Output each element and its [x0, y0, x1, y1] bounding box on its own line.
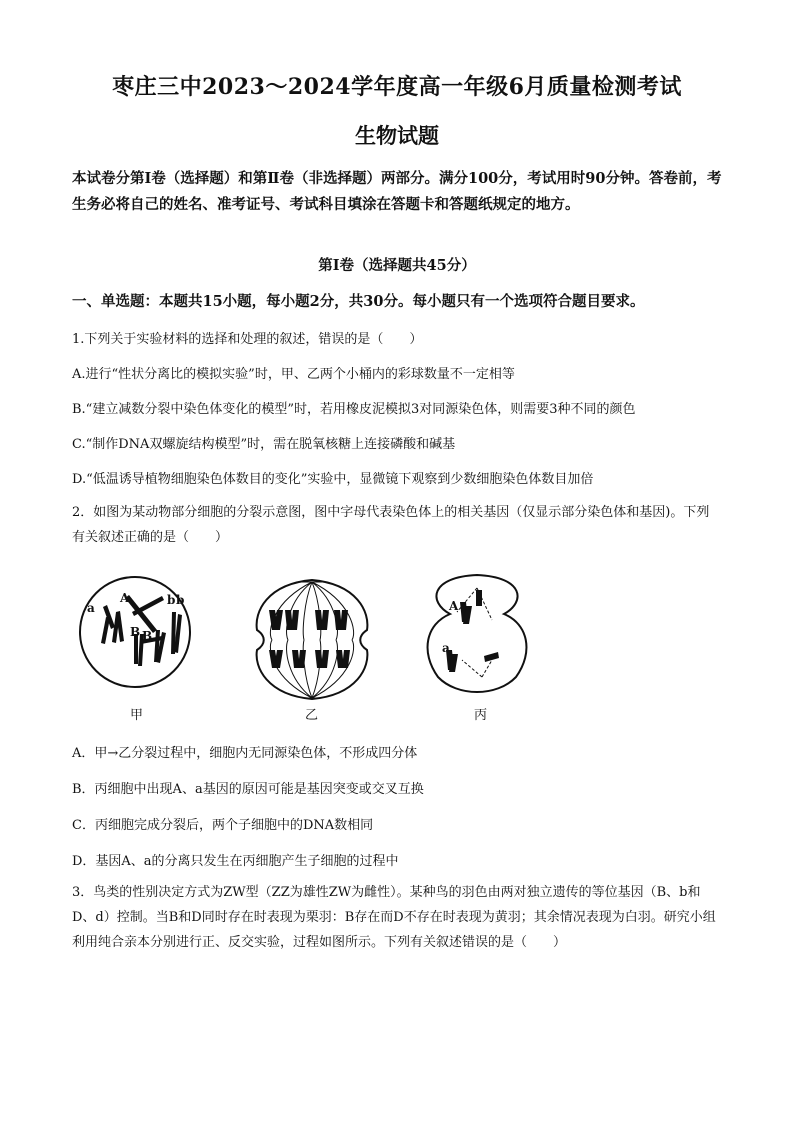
- cell-diagrams: [72, 572, 532, 722]
- q2-option-c: C．丙细胞完成分裂后，两个子细胞中的DNA数相同: [72, 818, 374, 833]
- figure-label-bing: 丙: [474, 708, 488, 723]
- q3-stem: 3．鸟类的性别决定方式为ZW型（ZZ为雄性ZW为雌性）。某种鸟的羽色由两对独立遗传的等位基因（B、b和D、d）控制。当B和D同时存在时表现为栗羽：B存在而D不存在时表现为黄羽；其余情况表现为白羽。研究小组利用纯合亲本分别进行正、反交实验，过程如图所示。下列有关叙述错误的是（ ）: [72, 885, 716, 950]
- cell-yi-membrane: [257, 580, 368, 699]
- q1-option-b: B.“建立减数分裂中染色体变化的模型”时，若用橡皮泥模拟3对同源染色体，则需要3种不同的颜色: [72, 402, 636, 417]
- section-instruction: 一、单选题：本题共15小题，每小题2分，共30分。每小题只有一个选项符合题目要求。: [72, 293, 645, 310]
- figure-label-jia: 甲: [130, 708, 144, 723]
- q2-stem: 2．如图为某动物部分细胞的分裂示意图，图中字母代表染色体上的相关基因（仅显示部分染色体和基因)。下列有关叙述正确的是（ ）: [72, 505, 710, 545]
- q1-option-d: D.“低温诱导植物细胞染色体数目的变化”实验中，显微镜下观察到少数细胞染色体数目加倍: [72, 472, 594, 487]
- gene-label: B: [142, 629, 153, 643]
- q1-stem: 1.下列关于实验材料的选择和处理的叙述，错误的是（ ）: [72, 332, 423, 347]
- cell-division-figure: [72, 572, 532, 722]
- gene-label: b: [176, 593, 185, 607]
- q1-option-a: A.进行“性状分离比的模拟实验”时，甲、乙两个小桶内的彩球数量不一定相等: [72, 367, 515, 382]
- gene-label: a: [87, 601, 95, 615]
- gene-label: a: [442, 641, 450, 655]
- gene-label: B: [130, 625, 141, 639]
- subject-title: 生物试题: [355, 123, 439, 148]
- exam-title: 枣庄三中2023～2024学年度高一年级6月质量检测考试: [112, 74, 682, 100]
- q2-option-a: A．甲→乙分裂过程中，细胞内无同源染色体，不形成四分体: [72, 746, 418, 761]
- section-title: 第Ⅰ卷（选择题共45分）: [318, 257, 476, 274]
- figure-label-yi: 乙: [305, 708, 319, 723]
- gene-label: A: [449, 599, 459, 613]
- q2-option-b: B．丙细胞中出现A、a基因的原因可能是基因突变或交叉互换: [72, 782, 424, 797]
- q1-option-c: C.“制作DNA双螺旋结构模型”时，需在脱氧核糖上连接磷酸和碱基: [72, 437, 456, 452]
- exam-instructions: 本试卷分第Ⅰ卷（选择题）和第Ⅱ卷（非选择题）两部分。满分100分，考试用时90分钟。答卷前，考生务必将自己的姓名、准考证号、考试科目填涂在答题卡和答题纸规定的地方。: [72, 170, 722, 213]
- gene-label: b: [167, 593, 176, 607]
- q2-option-d: D．基因A、a的分离只发生在丙细胞产生子细胞的过程中: [72, 854, 399, 869]
- gene-label: A: [120, 591, 130, 605]
